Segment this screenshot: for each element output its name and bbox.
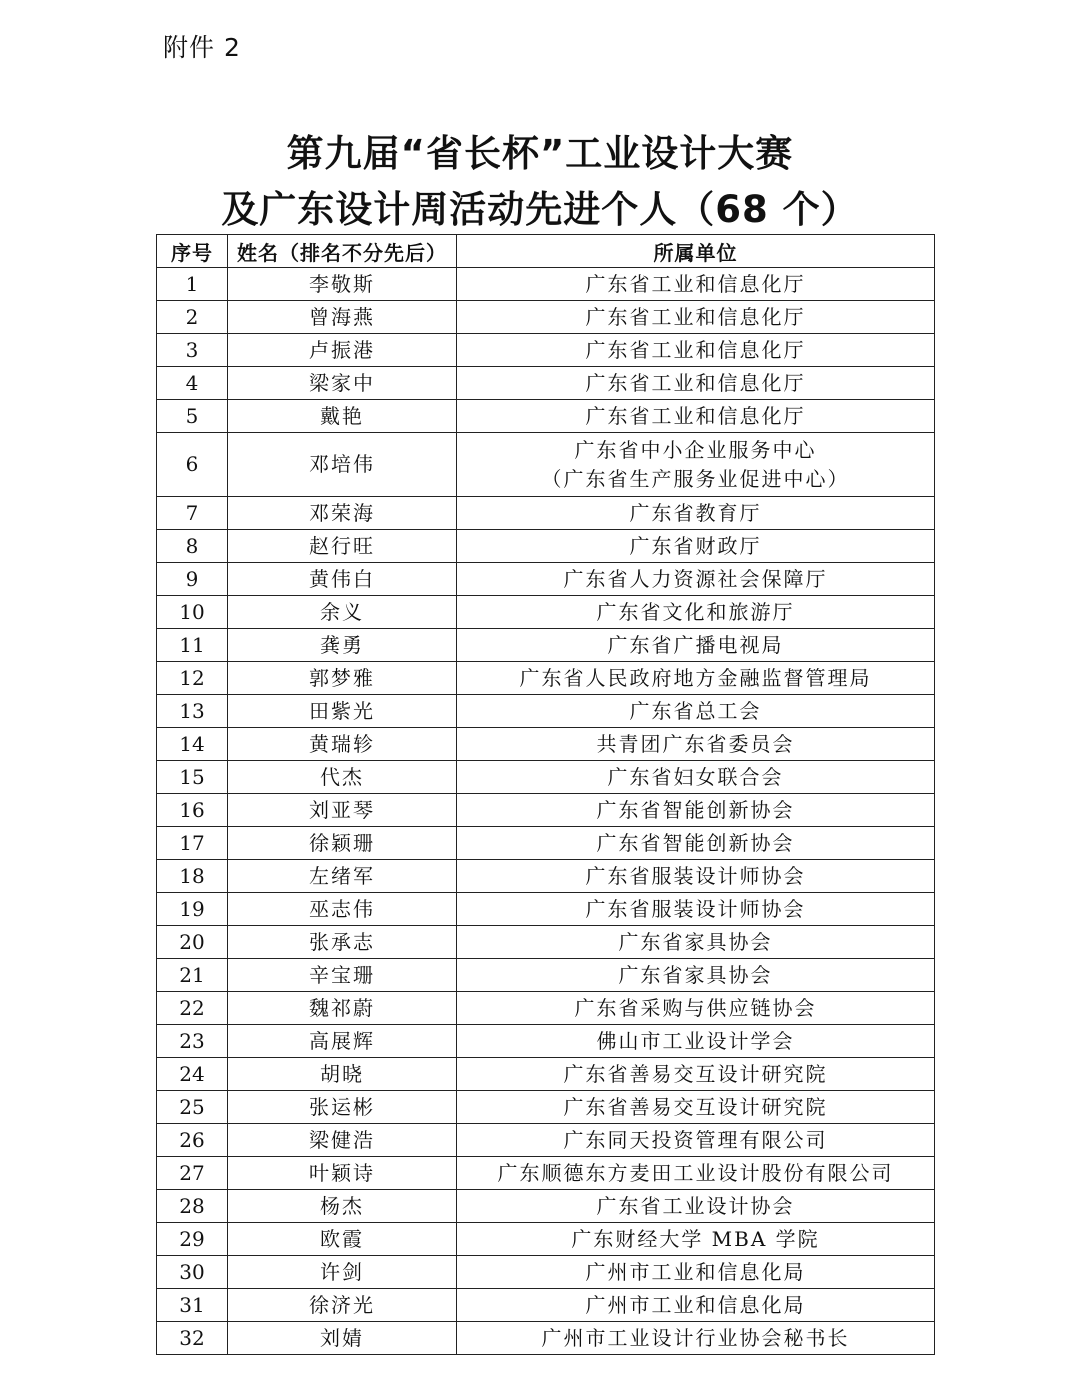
unit-cell: 广东省善易交互设计研究院 xyxy=(457,1091,935,1124)
name-cell: 胡晓 xyxy=(228,1058,457,1091)
name-cell: 龚勇 xyxy=(228,629,457,662)
name-cell: 李敬斯 xyxy=(228,268,457,301)
name-cell: 巫志伟 xyxy=(228,893,457,926)
serial-cell: 2 xyxy=(157,301,228,334)
serial-cell: 28 xyxy=(157,1190,228,1223)
name-cell: 辛宝珊 xyxy=(228,959,457,992)
serial-cell: 27 xyxy=(157,1157,228,1190)
name-cell: 杨杰 xyxy=(228,1190,457,1223)
table-row xyxy=(157,662,935,695)
table-row xyxy=(157,268,935,301)
unit-cell: 广东省智能创新协会 xyxy=(457,794,935,827)
name-cell: 张运彬 xyxy=(228,1091,457,1124)
serial-cell: 9 xyxy=(157,563,228,596)
name-cell: 刘亚琴 xyxy=(228,794,457,827)
name-cell: 叶颖诗 xyxy=(228,1157,457,1190)
unit-cell: 广东省采购与供应链协会 xyxy=(457,992,935,1025)
award-list-table xyxy=(156,234,935,1355)
name-cell: 徐济光 xyxy=(228,1289,457,1322)
table-row xyxy=(157,695,935,728)
name-cell: 黄瑞轸 xyxy=(228,728,457,761)
serial-cell: 31 xyxy=(157,1289,228,1322)
unit-cell: 广东省善易交互设计研究院 xyxy=(457,1058,935,1091)
unit-cell: 广州市工业和信息化局 xyxy=(457,1256,935,1289)
name-cell: 郭梦雅 xyxy=(228,662,457,695)
unit-cell: 广州市工业设计行业协会秘书长 xyxy=(457,1322,935,1355)
table-row xyxy=(157,1025,935,1058)
unit-cell xyxy=(457,433,935,497)
table-row xyxy=(157,1124,935,1157)
serial-cell: 16 xyxy=(157,794,228,827)
unit-cell: 广东省人民政府地方金融监督管理局 xyxy=(457,662,935,695)
table-row xyxy=(157,433,935,497)
table-row xyxy=(157,893,935,926)
serial-cell: 12 xyxy=(157,662,228,695)
serial-cell: 14 xyxy=(157,728,228,761)
serial-cell: 3 xyxy=(157,334,228,367)
table-row xyxy=(157,926,935,959)
unit-cell: 广东省服装设计师协会 xyxy=(457,893,935,926)
attachment-label: 附件 2 xyxy=(163,33,241,62)
name-cell: 田紫光 xyxy=(228,695,457,728)
name-cell: 梁家中 xyxy=(228,367,457,400)
name-cell: 卢振港 xyxy=(228,334,457,367)
table-row xyxy=(157,629,935,662)
table-row xyxy=(157,1190,935,1223)
table-row xyxy=(157,497,935,530)
header-unit: 所属单位 xyxy=(457,235,935,268)
table-row xyxy=(157,761,935,794)
unit-cell: 广东省工业和信息化厅 xyxy=(457,400,935,433)
name-cell: 代杰 xyxy=(228,761,457,794)
unit-cell: 广东财经大学 MBA 学院 xyxy=(457,1223,935,1256)
serial-cell: 29 xyxy=(157,1223,228,1256)
serial-cell: 1 xyxy=(157,268,228,301)
serial-cell: 6 xyxy=(157,433,228,497)
name-cell: 刘婧 xyxy=(228,1322,457,1355)
unit-cell: 广东省工业和信息化厅 xyxy=(457,301,935,334)
serial-cell: 13 xyxy=(157,695,228,728)
unit-line: 广东省中小企业服务中心 xyxy=(574,437,817,462)
serial-cell: 22 xyxy=(157,992,228,1025)
name-cell: 戴艳 xyxy=(228,400,457,433)
serial-cell: 17 xyxy=(157,827,228,860)
name-cell: 黄伟白 xyxy=(228,563,457,596)
name-cell: 欧霞 xyxy=(228,1223,457,1256)
serial-cell: 30 xyxy=(157,1256,228,1289)
document-title-line1: 第九届“省长杯”工业设计大赛 xyxy=(286,132,794,175)
table-row xyxy=(157,301,935,334)
name-cell: 邓荣海 xyxy=(228,497,457,530)
table-row xyxy=(157,1289,935,1322)
serial-cell: 20 xyxy=(157,926,228,959)
table-row xyxy=(157,334,935,367)
serial-cell: 21 xyxy=(157,959,228,992)
unit-cell: 广东省家具协会 xyxy=(457,926,935,959)
table-row xyxy=(157,596,935,629)
serial-cell: 26 xyxy=(157,1124,228,1157)
unit-cell: 广州市工业和信息化局 xyxy=(457,1289,935,1322)
unit-line-secondary: （广东省生产服务业促进中心） xyxy=(541,466,850,491)
serial-cell: 10 xyxy=(157,596,228,629)
unit-cell: 共青团广东省委员会 xyxy=(457,728,935,761)
header-name: 姓名（排名不分先后） xyxy=(228,235,457,268)
table-row xyxy=(157,400,935,433)
serial-cell: 11 xyxy=(157,629,228,662)
serial-cell: 15 xyxy=(157,761,228,794)
table-row xyxy=(157,992,935,1025)
table-row xyxy=(157,1256,935,1289)
table-row xyxy=(157,367,935,400)
table-row xyxy=(157,827,935,860)
unit-cell: 广东省文化和旅游厅 xyxy=(457,596,935,629)
serial-cell: 19 xyxy=(157,893,228,926)
table-row xyxy=(157,728,935,761)
table-row xyxy=(157,1223,935,1256)
table-row xyxy=(157,959,935,992)
unit-cell: 广东省工业和信息化厅 xyxy=(457,334,935,367)
serial-cell: 24 xyxy=(157,1058,228,1091)
name-cell: 张承志 xyxy=(228,926,457,959)
unit-cell: 广东省家具协会 xyxy=(457,959,935,992)
unit-cell: 广东省工业设计协会 xyxy=(457,1190,935,1223)
table-body xyxy=(157,268,935,1355)
serial-cell: 25 xyxy=(157,1091,228,1124)
unit-cell: 广东省教育厅 xyxy=(457,497,935,530)
unit-cell: 广东省广播电视局 xyxy=(457,629,935,662)
name-cell: 左绪军 xyxy=(228,860,457,893)
document-title-line2: 及广东设计周活动先进个人（68 个） xyxy=(221,188,859,231)
table-row xyxy=(157,1058,935,1091)
unit-cell: 广东省工业和信息化厅 xyxy=(457,268,935,301)
table-row xyxy=(157,563,935,596)
name-cell: 余义 xyxy=(228,596,457,629)
serial-cell: 7 xyxy=(157,497,228,530)
table-row xyxy=(157,794,935,827)
name-cell: 赵行旺 xyxy=(228,530,457,563)
table-row xyxy=(157,1322,935,1355)
unit-cell: 广东省工业和信息化厅 xyxy=(457,367,935,400)
serial-cell: 32 xyxy=(157,1322,228,1355)
table-row xyxy=(157,1091,935,1124)
name-cell: 高展辉 xyxy=(228,1025,457,1058)
unit-cell: 佛山市工业设计学会 xyxy=(457,1025,935,1058)
serial-cell: 8 xyxy=(157,530,228,563)
name-cell: 梁健浩 xyxy=(228,1124,457,1157)
unit-cell: 广东省总工会 xyxy=(457,695,935,728)
name-cell: 许剑 xyxy=(228,1256,457,1289)
unit-cell: 广东省妇女联合会 xyxy=(457,761,935,794)
unit-cell: 广东同天投资管理有限公司 xyxy=(457,1124,935,1157)
serial-cell: 23 xyxy=(157,1025,228,1058)
name-cell: 徐颖珊 xyxy=(228,827,457,860)
name-cell: 曾海燕 xyxy=(228,301,457,334)
name-cell: 魏祁蔚 xyxy=(228,992,457,1025)
table-header-row xyxy=(157,235,935,268)
unit-cell: 广东省服装设计师协会 xyxy=(457,860,935,893)
table-row xyxy=(157,1157,935,1190)
table-row xyxy=(157,860,935,893)
serial-cell: 18 xyxy=(157,860,228,893)
table-row xyxy=(157,530,935,563)
serial-cell: 5 xyxy=(157,400,228,433)
unit-cell: 广东省财政厅 xyxy=(457,530,935,563)
header-serial: 序号 xyxy=(157,235,228,268)
unit-cell: 广东顺德东方麦田工业设计股份有限公司 xyxy=(457,1157,935,1190)
unit-cell: 广东省人力资源社会保障厅 xyxy=(457,563,935,596)
name-cell: 邓培伟 xyxy=(228,433,457,497)
unit-cell: 广东省智能创新协会 xyxy=(457,827,935,860)
serial-cell: 4 xyxy=(157,367,228,400)
